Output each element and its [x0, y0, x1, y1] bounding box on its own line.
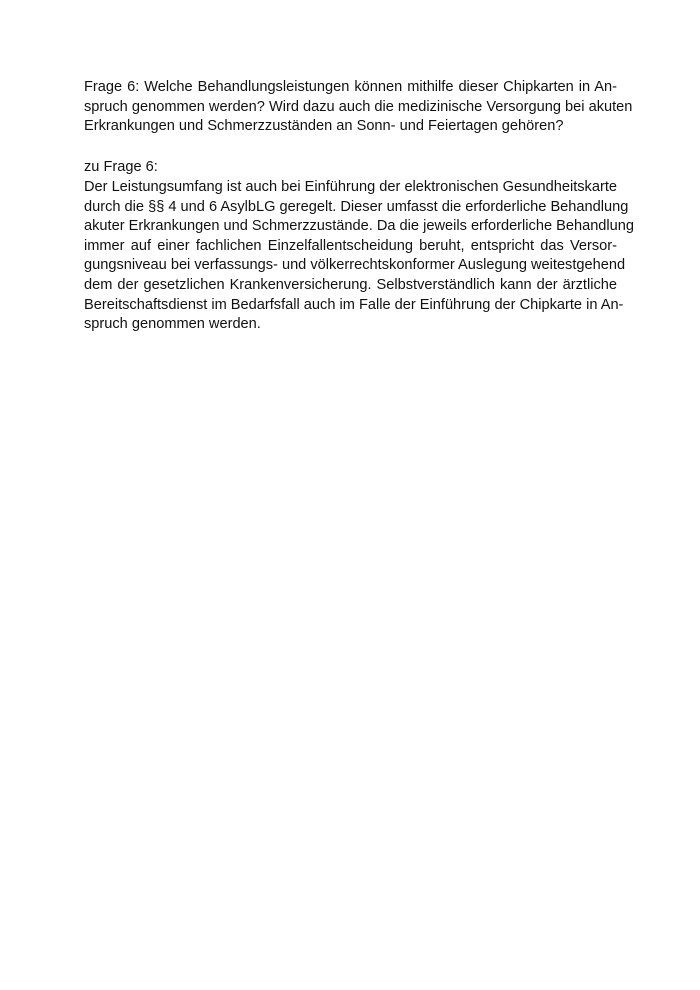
- question-paragraph: [84, 78, 633, 137]
- answer-line: dem der gesetzlichen Krankenversicherung. Selbstverständlich kann der ärztliche: [84, 276, 617, 293]
- answer-heading-text: zu Frage 6:: [84, 159, 158, 175]
- answer-line: akuter Erkrankungen und Schmerzzustände. Da die jeweils erforderliche Behandlung: [84, 218, 635, 235]
- answer-line: Der Leistungsumfang ist auch bei Einführung der elektronischen Gesundheitskarte: [84, 179, 617, 195]
- answer-line: immer auf einer fachlichen Einzelfallentscheidung beruht, entspricht das Versor-: [84, 237, 617, 254]
- answer-paragraph: [84, 178, 635, 335]
- question-line: spruch genommen werden? Wird dazu auch die medizinische Versorgung bei akuten: [84, 98, 633, 115]
- question-line: Frage 6: Welche Behandlungsleistungen können mithilfe dieser Chipkarten in An-: [84, 79, 617, 95]
- answer-heading: [84, 158, 617, 178]
- answer-line: gungsniveau bei verfassungs- und völkerrechtskonformer Auslegung weitestgehend: [84, 257, 626, 274]
- question-line: Erkrankungen und Schmerzzuständen an Sonn- und Feiertagen gehören?: [84, 118, 564, 135]
- answer-line: spruch genommen werden.: [84, 316, 261, 333]
- answer-line: Bereitschaftsdienst im Bedarfsfall auch im Falle der Einführung der Chipkarte in An-: [84, 296, 624, 313]
- answer-line: durch die §§ 4 und 6 AsylbLG geregelt. Dieser umfasst die erforderliche Behandlung: [84, 198, 629, 215]
